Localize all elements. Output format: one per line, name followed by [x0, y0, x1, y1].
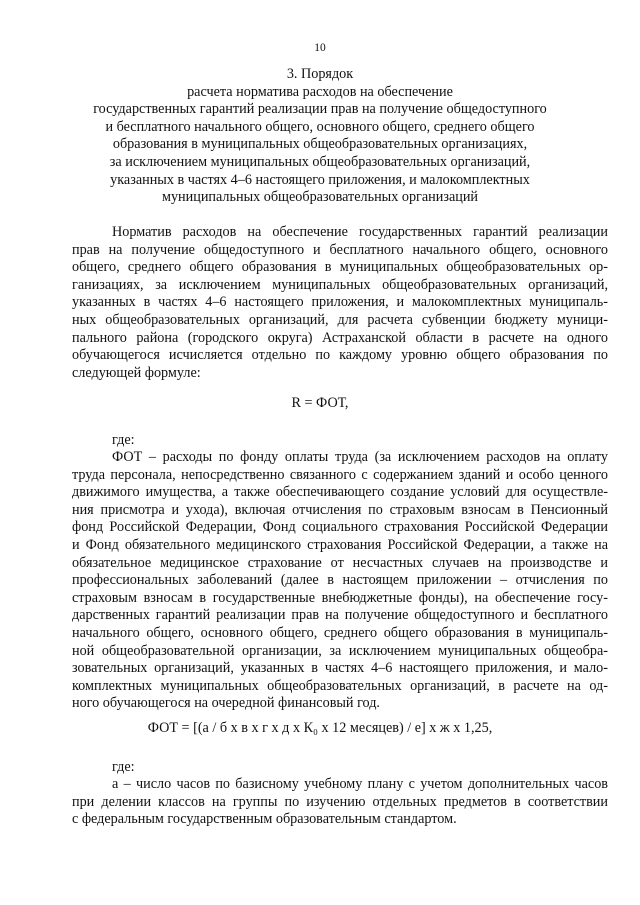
text-line: труда персонала, непосредственно связанного с содержанием зданий и особо ценного: [72, 466, 608, 483]
heading-line: за исключением муниципальных общеобразовательных организаций,: [109, 153, 531, 170]
text-line: и Фонд обязательного медицинского страхования Российской Федерации, а также на: [72, 536, 608, 553]
where-label: где:: [112, 432, 135, 448]
text-line: обязательное медицинское страхование от несчастных случаев на производстве и: [72, 554, 608, 571]
text-line: указанных в частях 4–6 настоящего приложения, и малокомплектных муниципаль-: [72, 294, 608, 311]
text-line: фонд Российской Федерации, Фонд социального страхования Российской Федерации: [72, 519, 608, 536]
text-line: следующей формуле:: [72, 364, 201, 381]
page-number: 10: [314, 42, 326, 54]
text-line: обучающегося исчисляется отдельно по каждому уровню общего образования по: [72, 347, 608, 364]
heading-line: образования в муниципальных общеобразовательных организациях,: [112, 136, 528, 153]
paragraph-variable-a: [72, 776, 608, 829]
text-line: а – число часов по базисному учебному плану с учетом дополнительных часов: [112, 776, 608, 792]
text-line: дарственных гарантий реализации прав на получение общедоступного и бесплатного: [72, 607, 608, 624]
text-line: ной общеобразовательной организации, за исключением муниципальных общеобра-: [72, 642, 608, 659]
heading-title: 3. Порядок: [286, 66, 354, 82]
heading-line: муниципальных общеобразовательных организаций: [161, 189, 479, 206]
text-line: с федеральным государственным образовательным стандартом.: [72, 811, 457, 828]
text-line: комплектных муниципальных общеобразовательных организаций, в расчете на од-: [72, 677, 608, 694]
text-line: начального общего, основного общего, среднего общего образования в муниципаль-: [72, 624, 608, 641]
heading-line: государственных гарантий реализации прав на получение общедоступного: [93, 101, 547, 118]
text-line: общего, среднего общего образования в муниципальных общеобразовательных ор-: [72, 259, 608, 276]
heading-line: расчета норматива расходов на обеспечение: [187, 83, 453, 100]
formula-fot: ФОТ = [(а / б х в х г х д х К₀ х 12 месяцев) / е] х ж х 1,25,: [147, 720, 493, 736]
formula-r: R = ФОТ,: [291, 395, 349, 411]
text-line: прав на получение общедоступного и бесплатного начального общего, основного: [72, 241, 608, 258]
text-line: при делении классов на группы по изучению отдельных предметов в соответствии: [72, 793, 608, 810]
text-line: ного обучающегося на очередной финансовый год.: [72, 695, 380, 712]
text-line: Норматив расходов на обеспечение государственных гарантий реализации: [112, 224, 608, 240]
where-label: где:: [112, 759, 135, 775]
text-line: зовательных организаций, указанных в частях 4–6 настоящего приложения, и мало-: [72, 660, 608, 677]
paragraph-norm-definition: [72, 224, 608, 382]
text-line: ния присмотра и ухода), включая отчисления по страховым взносам в Пенсионный: [72, 501, 608, 518]
text-line: пального района (городского округа) Астраханской области в расчете на одного: [72, 329, 608, 346]
heading-line: и бесплатного начального общего, основного общего, среднего общего: [105, 118, 535, 135]
text-line: страховым взносам в государственные внебюджетные фонды), на обеспечение госу-: [72, 589, 608, 606]
heading-line: указанных в частях 4–6 настоящего приложения, и малокомплектных: [110, 171, 530, 188]
text-line: ФОТ – расходы по фонду оплаты труда (за исключением расходов на оплату: [112, 449, 608, 465]
text-line: ных общеобразовательных организаций, для расчета субвенции бюджету муници-: [72, 311, 608, 328]
section-heading: [60, 66, 580, 207]
text-line: движимого имущества, а также обеспечивающего создание условий для осуществле-: [72, 484, 608, 501]
text-line: ганизациях, за исключением муниципальных общеобразовательных организаций,: [72, 276, 608, 293]
text-line: профессиональных заболеваний (далее в настоящем приложении – отчисления по: [72, 572, 608, 589]
paragraph-fot-definition: [72, 449, 608, 713]
